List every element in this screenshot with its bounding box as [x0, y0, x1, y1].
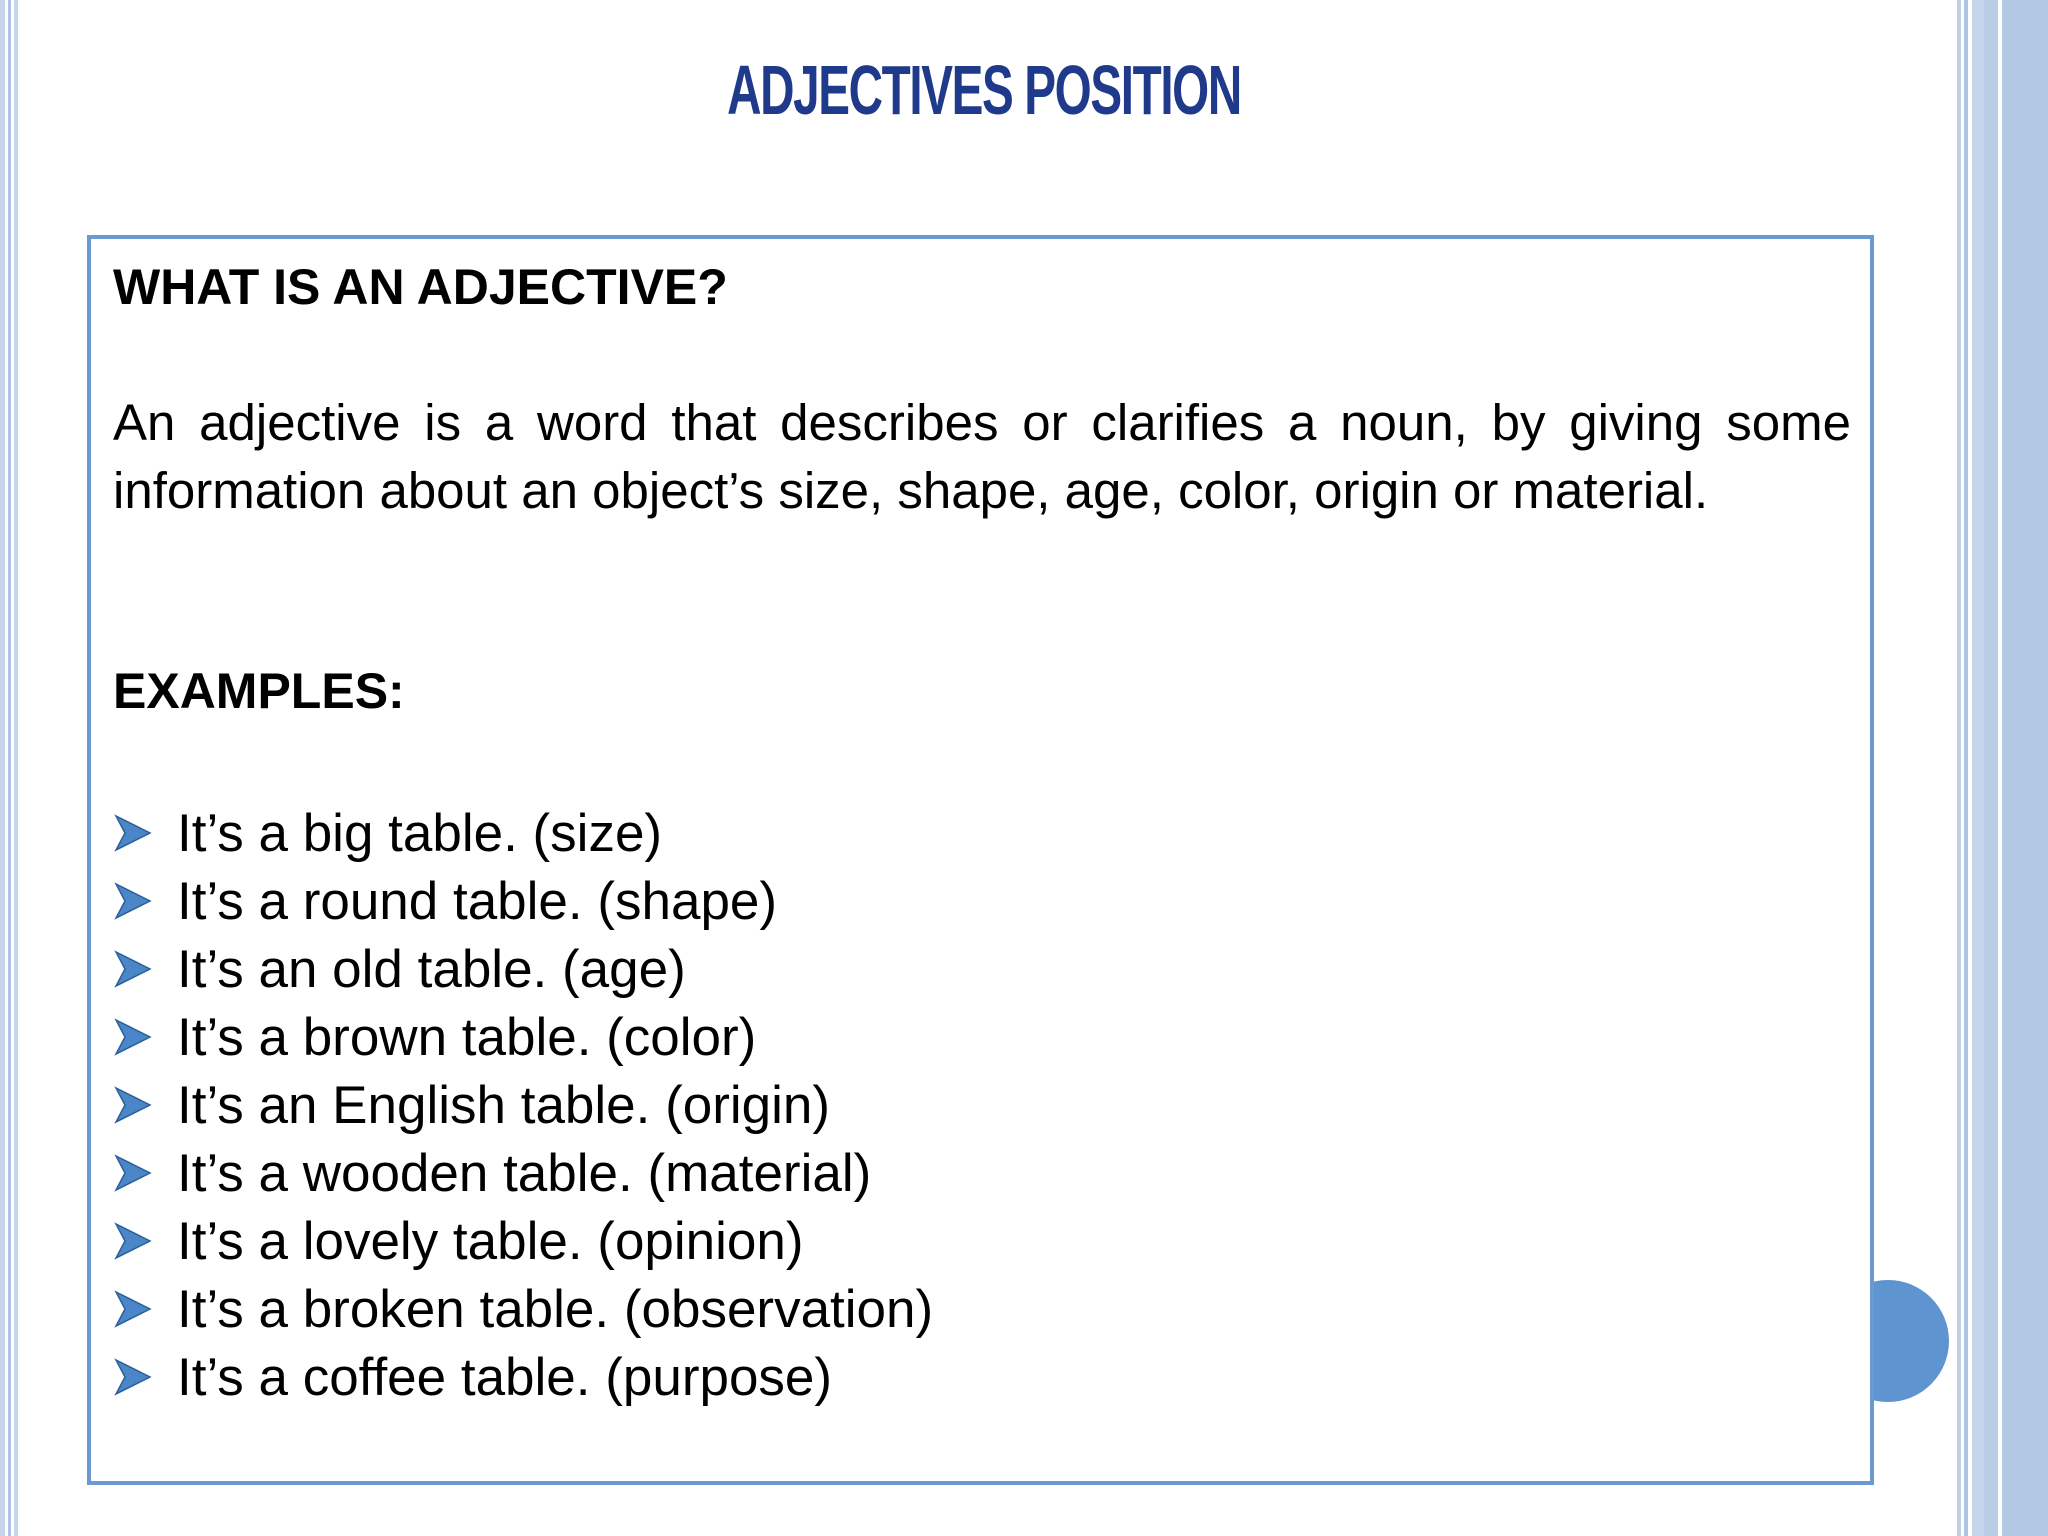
- example-text: It’s a coffee table. (purpose): [177, 1347, 833, 1407]
- right-decor-stripe: [1984, 0, 1998, 1536]
- list-item: [113, 867, 933, 935]
- example-text: It’s an old table. (age): [177, 939, 686, 999]
- left-decor-stripe: [14, 0, 18, 1536]
- examples-list: [113, 799, 933, 1411]
- slide-title: ADJECTIVES POSITION: [727, 51, 1241, 129]
- right-decor-stripe: [1972, 0, 1984, 1536]
- arrow-bullet-icon: [113, 1275, 177, 1343]
- arrow-bullet-icon: [113, 867, 177, 935]
- definition-paragraph: An adjective is a word that describes or clarifies a noun, by giving some information about an object’s size, shape, age, color, origin or material.: [113, 394, 1851, 519]
- list-item: [113, 1003, 933, 1071]
- arrow-bullet-icon: [113, 1003, 177, 1071]
- list-item: [113, 1071, 933, 1139]
- arrow-bullet-icon: [113, 935, 177, 1003]
- example-text: It’s a round table. (shape): [177, 871, 778, 931]
- list-item: [113, 1207, 933, 1275]
- arrow-bullet-icon: [113, 799, 177, 867]
- right-decor-stripe: [1957, 0, 1961, 1536]
- list-item: [113, 1275, 933, 1343]
- content-box: [87, 235, 1874, 1485]
- list-item: [113, 935, 933, 1003]
- left-decor-stripe: [0, 0, 5, 1536]
- arrow-bullet-icon: [113, 1207, 177, 1275]
- examples-heading: EXAMPLES:: [113, 663, 405, 719]
- list-item: [113, 1139, 933, 1207]
- arrow-bullet-icon: [113, 1343, 177, 1411]
- arrow-bullet-icon: [113, 1139, 177, 1207]
- example-text: It’s a lovely table. (opinion): [177, 1211, 804, 1271]
- left-decor-stripe: [8, 0, 11, 1536]
- right-decor-stripe: [1964, 0, 1968, 1536]
- example-text: It’s a big table. (size): [177, 803, 663, 863]
- question-heading: WHAT IS AN ADJECTIVE?: [113, 259, 728, 315]
- example-text: It’s a broken table. (observation): [177, 1279, 934, 1339]
- list-item: [113, 799, 933, 867]
- example-text: It’s a wooden table. (material): [177, 1143, 872, 1203]
- right-decor-stripe: [2002, 0, 2048, 1536]
- arrow-bullet-icon: [113, 1071, 177, 1139]
- list-item: [113, 1343, 933, 1411]
- example-text: It’s an English table. (origin): [177, 1075, 831, 1135]
- example-text: It’s a brown table. (color): [177, 1007, 757, 1067]
